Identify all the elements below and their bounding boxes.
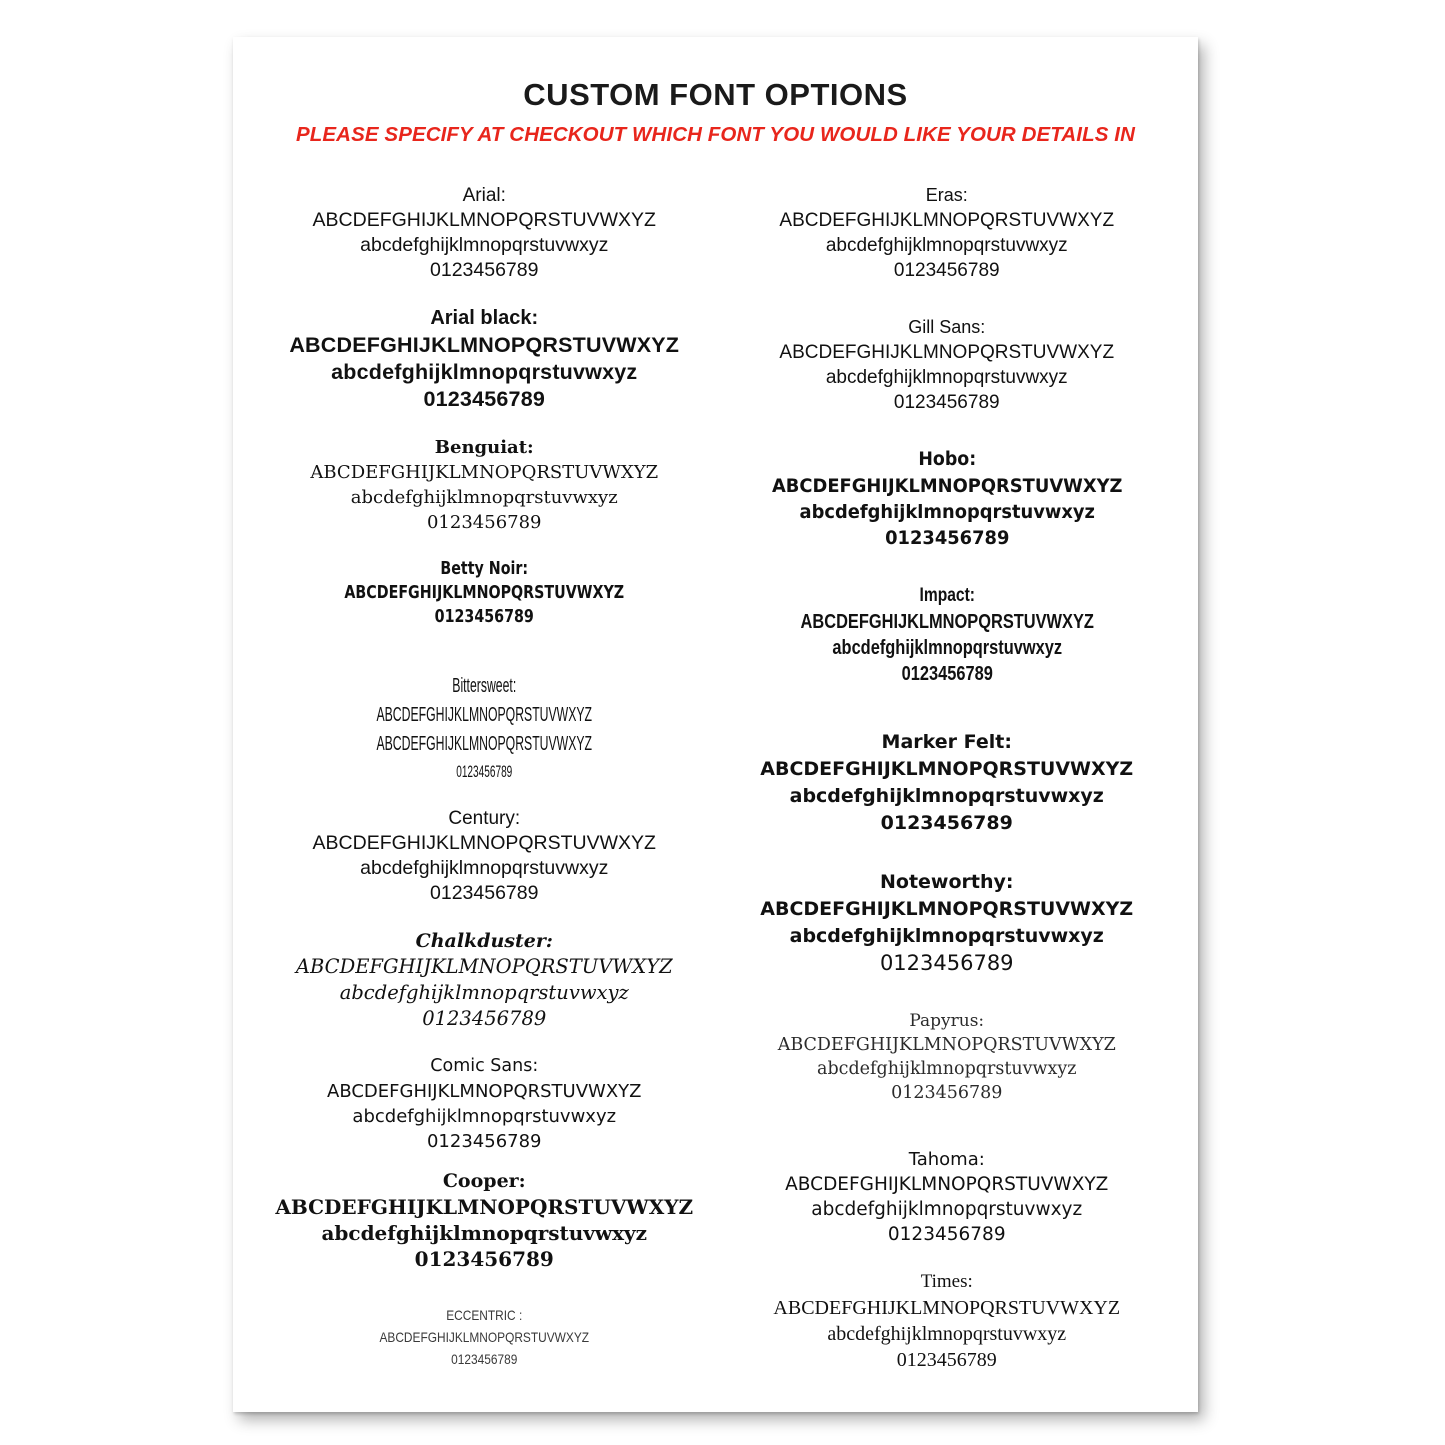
- font-sample-uppercase: ABCDEFGHIJKLMNOPQRSTUVWXYZ: [779, 342, 1115, 363]
- right-column: [716, 183, 1171, 1387]
- font-sample-numbers: 0123456789: [896, 1349, 997, 1371]
- font-sample-uppercase: ABCDEFGHIJKLMNOPQRSTUVWXYZ: [785, 1174, 1109, 1195]
- font-sample-name: ECCENTRIC :: [446, 1307, 523, 1323]
- font-sample-name: Times:: [920, 1271, 973, 1292]
- font-sample-name: Comic Sans:: [430, 1056, 539, 1076]
- font-sample-uppercase: ABCDEFGHIJKLMNOPQRSTUVWXYZ: [295, 955, 673, 978]
- font-sample-uppercase: ABCDEFGHIJKLMNOPQRSTUVWXYZ: [312, 209, 656, 231]
- spacer: [724, 1261, 1171, 1269]
- font-sample-name: Betty Noir:: [440, 558, 529, 579]
- font-sample-tahoma: [724, 1147, 1171, 1247]
- font-sample-numbers: 0123456789: [426, 512, 542, 533]
- font-sample-numbers: 0123456789: [884, 527, 1009, 549]
- font-sample-numbers: 0123456789: [901, 663, 993, 685]
- font-sample-uppercase: ABCDEFGHIJKLMNOPQRSTUVWXYZ: [344, 582, 625, 603]
- page-title: CUSTOM FONT OPTIONS: [523, 77, 908, 112]
- font-sample-numbers: 0123456789: [430, 259, 539, 281]
- font-sample-arial: [261, 183, 708, 283]
- font-sample-uppercase: ABCDEFGHIJKLMNOPQRSTUVWXYZ: [312, 832, 656, 854]
- spacer: [261, 549, 708, 557]
- spacer: [261, 643, 708, 671]
- font-sample-name: Marker Felt:: [881, 731, 1012, 753]
- font-columns: [233, 183, 1198, 1387]
- font-sample-uppercase: ABCDEFGHIJKLMNOPQRSTUVWXYZ: [800, 611, 1094, 633]
- spacer: [724, 991, 1171, 1009]
- font-sample-numbers: 0123456789: [887, 1224, 1006, 1245]
- spacer: [724, 565, 1171, 583]
- spacer: [724, 701, 1171, 729]
- sheet-header: [233, 37, 1198, 147]
- font-sample-uppercase: ABCDEFGHIJKLMNOPQRSTUVWXYZ: [376, 703, 593, 726]
- font-sample-cooper: [261, 1168, 708, 1272]
- font-sample-numbers: 0123456789: [423, 387, 546, 411]
- font-sample-numbers: 0123456789: [426, 1131, 542, 1152]
- font-sample-numbers: 0123456789: [893, 392, 1000, 413]
- font-sample-uppercase: ABCDEFGHIJKLMNOPQRSTUVWXYZ: [771, 475, 1123, 497]
- font-sample-uppercase: ABCDEFGHIJKLMNOPQRSTUVWXYZ: [379, 1329, 590, 1345]
- font-sample-benguiat: [261, 435, 708, 535]
- font-sample-uppercase: ABCDEFGHIJKLMNOPQRSTUVWXYZ: [310, 462, 659, 483]
- font-sample-numbers: 0123456789: [451, 1351, 518, 1367]
- font-sample-numbers: 0123456789: [456, 761, 513, 781]
- font-sample-bittersweet: [261, 671, 708, 784]
- font-sample-name: Noteworthy:: [880, 871, 1014, 893]
- spacer: [261, 427, 708, 435]
- spacer: [261, 798, 708, 806]
- font-sample-name: Hobo:: [917, 449, 976, 470]
- font-sample-impact: [724, 583, 1171, 687]
- font-sample-century: [261, 806, 708, 906]
- font-sample-lowercase: abcdefghijklmnopqrstuvwxyz: [811, 1199, 1083, 1220]
- font-sample-gill-sans: [724, 315, 1171, 415]
- font-sample-eccentric: [261, 1304, 708, 1370]
- font-sample-lowercase: abcdefghijklmnopqrstuvwxyz: [799, 501, 1095, 523]
- font-sample-name: Cooper:: [442, 1170, 526, 1192]
- font-sample-lowercase: abcdefghijklmnopqrstuvwxyz: [321, 1221, 648, 1245]
- spacer: [261, 1046, 708, 1054]
- font-sample-uppercase: ABCDEFGHIJKLMNOPQRSTUVWXYZ: [779, 210, 1115, 231]
- spacer: [261, 920, 708, 928]
- font-sample-lowercase: abcdefghijklmnopqrstuvwxyz: [831, 637, 1062, 659]
- font-sample-uppercase: ABCDEFGHIJKLMNOPQRSTUVWXYZ: [760, 898, 1134, 920]
- font-sample-uppercase: ABCDEFGHIJKLMNOPQRSTUVWXYZ: [773, 1297, 1121, 1319]
- spacer: [724, 851, 1171, 869]
- font-sample-lowercase: abcdefghijklmnopqrstuvwxyz: [360, 234, 609, 256]
- spacer: [724, 297, 1171, 315]
- font-sample-name: Benguiat:: [434, 437, 534, 458]
- spacer: [724, 1119, 1171, 1147]
- font-sample-name: Bittersweet:: [452, 674, 517, 697]
- font-sample-eras: [724, 183, 1171, 283]
- font-sample-comic-sans: [261, 1054, 708, 1154]
- font-sample-name: Chalkduster:: [415, 930, 553, 952]
- spacer: [261, 1286, 708, 1304]
- font-sample-times: [724, 1269, 1171, 1373]
- font-sample-numbers: 0123456789: [891, 1083, 1003, 1103]
- font-sample-noteworthy: [724, 869, 1171, 977]
- font-sample-uppercase: ABCDEFGHIJKLMNOPQRSTUVWXYZ: [289, 333, 680, 357]
- font-sample-uppercase: ABCDEFGHIJKLMNOPQRSTUVWXYZ: [327, 1081, 642, 1102]
- font-sample-name: Papyrus:: [909, 1011, 985, 1031]
- font-sample-papyrus: [724, 1009, 1171, 1105]
- font-sample-arial-black: [261, 305, 708, 413]
- font-sample-lowercase: abcdefghijklmnopqrstuvwxyz: [817, 1059, 1077, 1079]
- font-sample-name: Eras:: [925, 185, 968, 205]
- font-sample-lowercase: abcdefghijklmnopqrstuvwxyz: [352, 1106, 617, 1127]
- font-sample-lowercase: abcdefghijklmnopqrstuvwxyz: [789, 785, 1104, 807]
- font-sample-lowercase: abcdefghijklmnopqrstuvwxyz: [339, 981, 629, 1004]
- font-sample-lowercase: abcdefghijklmnopqrstuvwxyz: [825, 235, 1068, 256]
- font-sample-hobo: [724, 447, 1171, 551]
- font-sample-numbers: 0123456789: [879, 951, 1014, 975]
- font-sample-numbers: 0123456789: [893, 260, 1000, 281]
- font-sample-numbers: 0123456789: [434, 606, 534, 627]
- page-subtitle: PLEASE SPECIFY AT CHECKOUT WHICH FONT YOU WOULD LIKE YOUR DETAILS IN: [296, 123, 1135, 146]
- font-sample-name: Impact:: [919, 585, 975, 606]
- font-sample-betty-noir: [261, 557, 708, 629]
- font-sample-numbers: 0123456789: [430, 882, 539, 904]
- font-sample-name: Arial black:: [430, 307, 539, 329]
- font-sample-numbers: 0123456789: [880, 812, 1013, 834]
- font-sample-numbers: 0123456789: [422, 1007, 547, 1030]
- font-sample-uppercase: ABCDEFGHIJKLMNOPQRSTUVWXYZ: [777, 1035, 1116, 1055]
- left-column: [261, 183, 716, 1387]
- font-sample-name: Gill Sans:: [908, 317, 986, 337]
- font-sample-marker-felt: [724, 729, 1171, 837]
- font-sample-chalkduster: [261, 928, 708, 1032]
- font-options-sheet: [233, 37, 1198, 1412]
- spacer: [724, 429, 1171, 447]
- font-sample-lowercase: abcdefghijklmnopqrstuvwxyz: [350, 487, 618, 508]
- font-sample-lowercase: abcdefghijklmnopqrstuvwxyz: [825, 367, 1068, 388]
- font-sample-lowercase: abcdefghijklmnopqrstuvwxyz: [789, 925, 1104, 947]
- font-sample-uppercase: ABCDEFGHIJKLMNOPQRSTUVWXYZ: [760, 758, 1134, 780]
- font-sample-name: Tahoma:: [908, 1149, 985, 1170]
- font-sample-lowercase: abcdefghijklmnopqrstuvwxyz: [360, 857, 609, 879]
- font-sample-name: Century:: [448, 808, 521, 829]
- font-sample-uppercase: ABCDEFGHIJKLMNOPQRSTUVWXYZ: [275, 1195, 694, 1219]
- font-sample-numbers: 0123456789: [414, 1247, 554, 1271]
- spacer: [261, 297, 708, 305]
- font-sample-lowercase: abcdefghijklmnopqrstuvwxyz: [331, 360, 638, 384]
- font-sample-lowercase: ABCDEFGHIJKLMNOPQRSTUVWXYZ: [376, 732, 593, 755]
- font-sample-lowercase: abcdefghijklmnopqrstuvwxyz: [827, 1323, 1067, 1345]
- font-sample-name: Arial:: [462, 185, 506, 206]
